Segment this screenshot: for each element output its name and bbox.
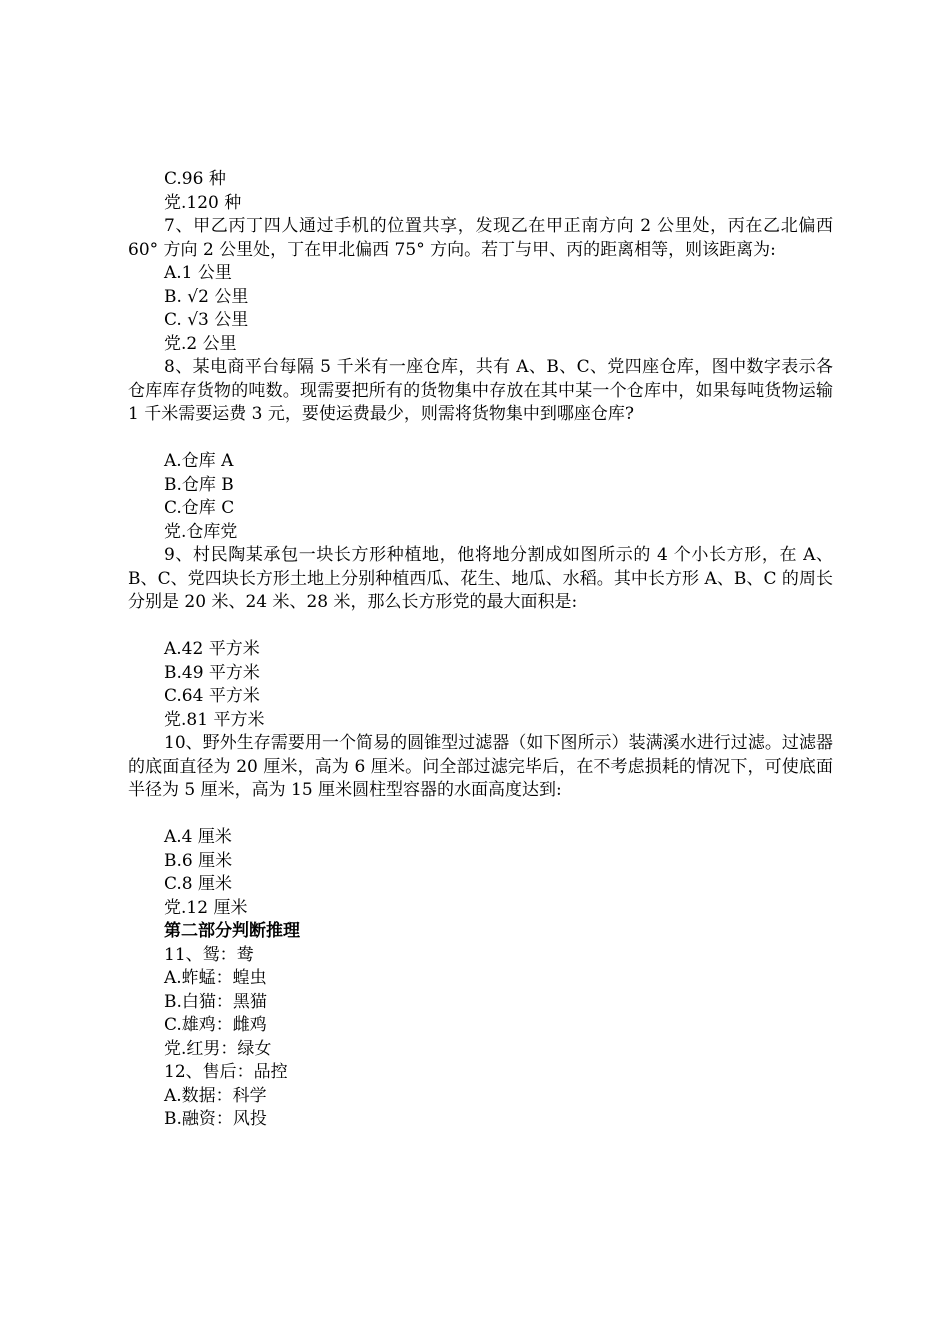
document-body — [128, 168, 833, 1132]
q12-stem: 12、售后：品控 — [164, 1062, 288, 1082]
q11-option-a: A.蚱蜢：蝗虫 — [164, 968, 267, 988]
q9-figure-gap — [128, 615, 833, 639]
q7-stem: 7、甲乙丙丁四人通过手机的位置共享，发现乙在甲正南方向 2 公里处，丙在乙北偏西 60° 方向 2 公里处，丁在甲北偏西 75° 方向。若丁与甲、丙的距离相等，则该距离为: — [128, 216, 833, 260]
q7-option-a: A.1 公里 — [164, 263, 232, 283]
q8-option-b: B.仓库 B — [164, 474, 234, 495]
q10-stem: 10、野外生存需要用一个简易的圆锥型过滤器（如下图所示）装满溪水进行过滤。过滤器的底面直径为 20 厘米，高为 6 厘米。问全部过滤完毕后，在不考虑损耗的情况下，可使底面半径为 5 厘米，高为 15 厘米圆柱型容器的水面高度达到: — [128, 733, 833, 800]
q9-option-b: B.49 平方米 — [164, 662, 260, 683]
q7-option-d: 党.2 公里 — [164, 333, 237, 354]
q10-option-b: B.6 厘米 — [164, 850, 233, 871]
q6-option-d: 党.120 种 — [164, 192, 242, 213]
q9-stem: 9、村民陶某承包一块长方形种植地，他将地分割成如图所示的 4 个小长方形，在 A、B、C、党四块长方形土地上分别种植西瓜、花生、地瓜、水稻。其中长方形 A、B、C 的周长分别是 20 米、24 米、28 米，那么长方形党的最大面积是: — [128, 545, 833, 612]
section-heading: 第二部分判断推理 — [164, 921, 300, 941]
q11-option-b: B.白猫：黑猫 — [164, 991, 267, 1012]
q7-option-b: B. √2 公里 — [164, 286, 249, 307]
q12-option-b: B.融资：风投 — [164, 1109, 267, 1129]
q8-option-d: 党.仓库党 — [164, 521, 238, 542]
q11-stem: 11、鸳：鸯 — [164, 944, 254, 965]
q8-option-a: A.仓库 A — [164, 451, 234, 471]
q7-option-c: C. √3 公里 — [164, 310, 249, 330]
q9-option-c: C.64 平方米 — [164, 686, 260, 706]
q8-option-c: C.仓库 C — [164, 498, 235, 518]
q8-stem: 8、某电商平台每隔 5 千米有一座仓库，共有 A、B、C、党四座仓库，图中数字表示各仓库库存货物的吨数。现需要把所有的货物集中存放在其中某一个仓库中，如果每吨货物运输 1 千米需要运费 3 元，要使运费最少，则需将货物集中到哪座仓库? — [128, 357, 833, 424]
q10-option-c: C.8 厘米 — [164, 874, 233, 894]
q11-option-d: 党.红男：绿女 — [164, 1038, 272, 1059]
q8-figure-gap — [128, 427, 833, 451]
q6-option-c: C.96 种 — [164, 169, 226, 189]
q12-option-a: A.数据：科学 — [164, 1085, 267, 1106]
q10-option-d: 党.12 厘米 — [164, 897, 248, 918]
q9-option-d: 党.81 平方米 — [164, 709, 265, 730]
q11-option-c: C.雄鸡：雌鸡 — [164, 1015, 267, 1035]
q10-option-a: A.4 厘米 — [164, 827, 232, 847]
q9-option-a: A.42 平方米 — [164, 639, 260, 659]
q10-figure-gap — [128, 803, 833, 827]
